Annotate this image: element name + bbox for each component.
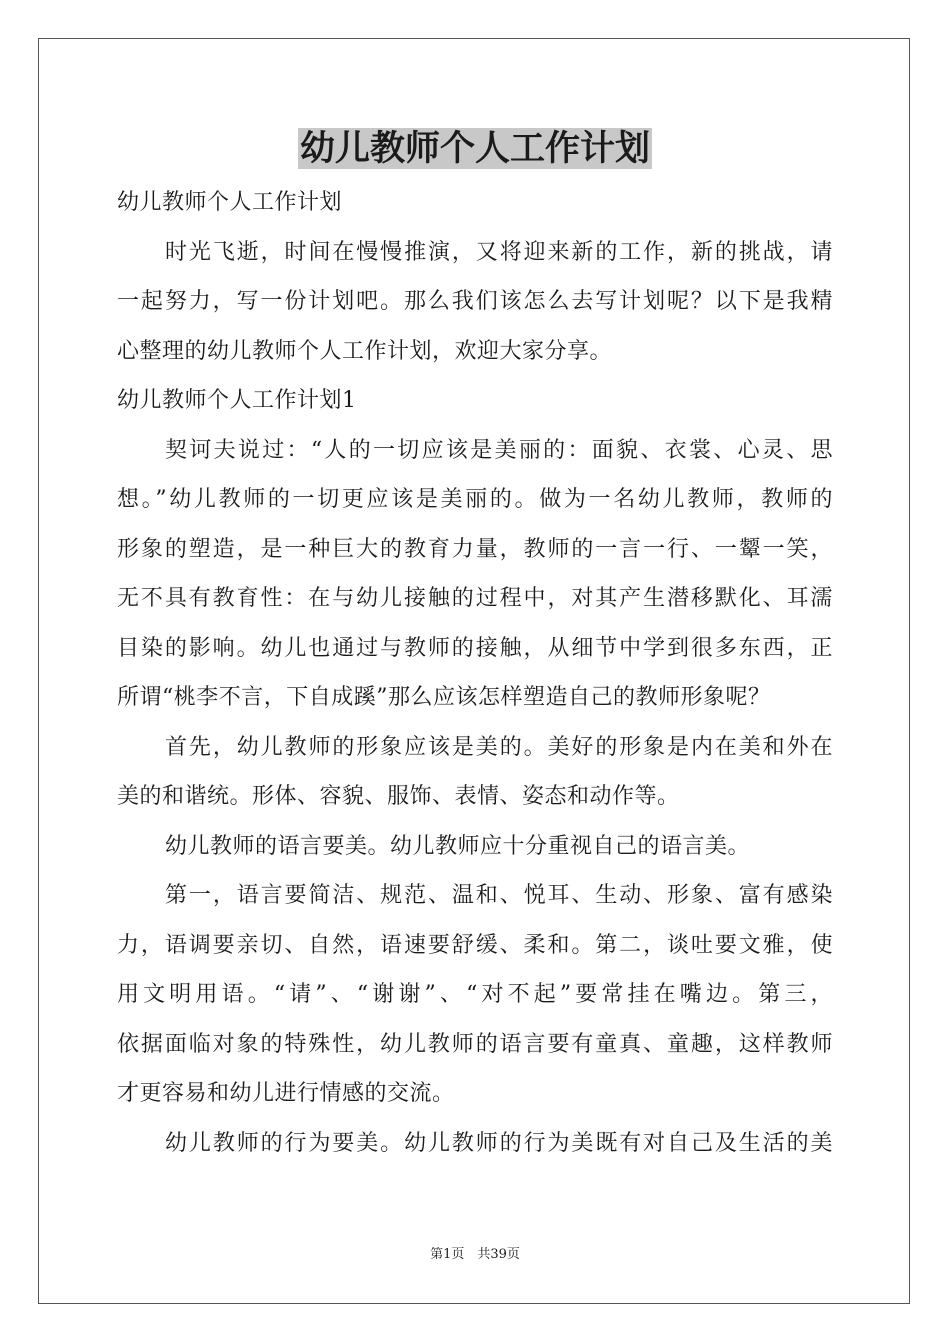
text-line: 一起努力，写一份计划吧。那么我们该怎么去写计划呢？以下是我精 bbox=[117, 289, 833, 314]
text-line: 美的和谐统。形体、容貌、服饰、表情、姿态和动作等。 bbox=[117, 784, 680, 809]
text-line: 想。”幼儿教师的一切更应该是美丽的。做为一名幼儿教师，教师的 bbox=[117, 487, 833, 512]
text-line: 第一，语言要简洁、规范、温和、悦耳、生动、形象、富有感染 bbox=[165, 883, 833, 908]
page-footer bbox=[0, 1246, 950, 1264]
text-line: 目染的影响。幼儿也通过与教师的接触，从细节中学到很多东西，正 bbox=[117, 635, 833, 661]
text-line: 契诃夫说过：“人的一切应该是美丽的：面貌、衣裳、心灵、思 bbox=[165, 437, 833, 463]
text-line: 形象的塑造，是一种巨大的教育力量，教师的一言一行、一颦一笑， bbox=[117, 536, 833, 562]
text-line: 幼儿教师个人工作计划 bbox=[117, 190, 343, 215]
text-line: 心整理的幼儿教师个人工作计划，欢迎大家分享。 bbox=[117, 338, 613, 364]
text-line: 首先，幼儿教师的形象应该是美的。美好的形象是内在美和外在 bbox=[165, 734, 833, 760]
page-number-label: 第1页 共39页 bbox=[430, 1247, 520, 1262]
text-line: 力，语调要亲切、自然，语速要舒缓、柔和。第二，谈吐要文雅，使 bbox=[117, 932, 833, 958]
text-line: 才更容易和幼儿进行情感的交流。 bbox=[117, 1081, 455, 1106]
document-title-text: 幼儿教师个人工作计划 bbox=[299, 128, 650, 169]
document-body bbox=[117, 178, 833, 1168]
text-line: 依据面临对象的特殊性，幼儿教师的语言要有童真、童趣，这样教师 bbox=[117, 1031, 833, 1057]
text-line: 所谓“桃李不言，下自成蹊”那么应该怎样塑造自己的教师形象呢？ bbox=[117, 685, 771, 710]
document-title bbox=[0, 125, 950, 173]
text-line: 时光飞逝，时间在慢慢推演，又将迎来新的工作，新的挑战，请 bbox=[165, 239, 833, 265]
text-line: 幼儿教师个人工作计划1 bbox=[117, 388, 357, 413]
text-line: 幼儿教师的语言要美。幼儿教师应十分重视自己的语言美。 bbox=[165, 833, 751, 859]
text-line: 无不具有教育性：在与幼儿接触的过程中，对其产生潜移默化、耳濡 bbox=[117, 586, 833, 611]
text-line: 幼儿教师的行为要美。幼儿教师的行为美既有对自己及生活的美 bbox=[165, 1130, 833, 1156]
text-line: 用文明用语。“请”、“谢谢”、“对不起”要常挂在嘴边。第三， bbox=[117, 982, 833, 1007]
